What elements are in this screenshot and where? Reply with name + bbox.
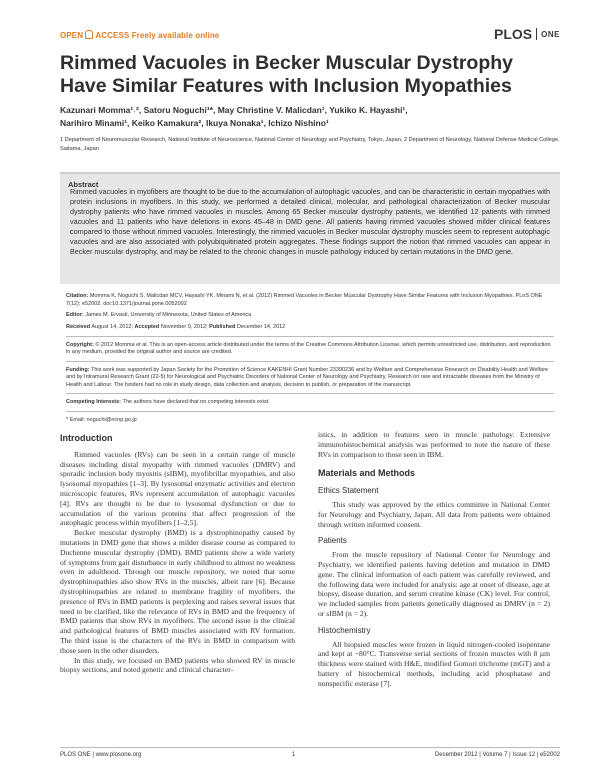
methods-heading: Materials and Methods <box>318 468 416 479</box>
left-column <box>60 430 295 675</box>
divider <box>66 336 554 337</box>
page-header <box>60 28 560 48</box>
competing-interests <box>66 399 554 407</box>
received-date: August 14, 2012; <box>91 323 133 330</box>
published-label: Published <box>209 323 236 330</box>
intro-paragraph-1: Rimmed vacuoles (RVs) can be seen in a certain range of muscle diseases including distal myopathy with rimmed vacuoles (DMRV) and sporadic inclusion body myositis (sIBM), myofibrillar myopathies, and also lysosomal myopathies [1–3]. By lysosomal enzymatic activities and electron microscopic features, RVs represent accumulation of autophagic vacuoles [4]. RVs are thought to be due to lysosomal dysfunction or due to accumulation of the various proteins that affect progression of the autophagic process within myofibers [1–2,5]. <box>60 449 295 528</box>
intro-paragraph-3: In this study, we focused on BMD patients who showed RV in muscle biopsy sections, and noted genetic and clinical character- <box>60 655 295 675</box>
intro-continuation: istics, in addition to features seen in muscle pathology. Extensive immunohistochemical analysis was performed to note the nature of these RVs in comparison to those seen in IBM. <box>318 430 550 459</box>
author-line-2: Narihiro Minami¹, Keiko Kamakura², Ikuya Nonaka¹, Ichizo Nishino¹ <box>60 118 329 128</box>
author-list <box>60 104 560 130</box>
editor-label: Editor: <box>66 312 84 319</box>
freely-available-label: Freely available online <box>131 31 220 40</box>
patients-text: From the muscle repository of National Center for Neurology and Psychiatry, we identified patients having deletion and mutation in DMD gene. The clinical information of each patient was carefully reviewed, and the following data were included for analysis: age at onset of disease, age at biopsy, disease duration, and serum creatine kinase (CK) level. For control, we included samples from patients genetically diagnosed as DMRV (n = 2) or sIBM (n = 2). <box>318 550 550 618</box>
competing-label: Competing Interests: <box>66 399 122 406</box>
copyright-text: © 2012 Momma et al. This is an open-access article distributed under the terms of the Creative Commons Attribution License, which permits unrestricted use, distribution, and reproduction in any medium, provided the original author and source are credited. <box>66 341 551 356</box>
copyright-label: Copyright: <box>66 341 94 348</box>
email: * Email: noguchi@ncnp.go.jp <box>66 417 137 424</box>
open-label: OPEN <box>60 31 84 40</box>
footer-journal: PLOS ONE | www.plosone.org <box>60 752 142 758</box>
abstract-text: Rimmed vacuoles in myofibers are thought to be due to the accumulation of autophagic vacuoles, and can be characteristic in certain myopathies with protein inclusions in myofibers. In this study, we performed a detailed clinical, molecular, and pathological characterization of Becker muscular dystrophy patients who have rimmed vacuoles in muscles. Among 65 Becker muscular dystrophy patients, we identified 12 patients with rimmed vacuoles and 11 patients who have deletions in exons 45–48 in DMD gene. All patients having rimmed vacuoles showed milder clinical features compared to those without rimmed vacuoles. Interestingly, the rimmed vacuoles in Becker muscular dystrophy muscles seem to represent autophagic vacuoles and are also associated with polyubiquitinated protein aggregates. These findings support the notion that rimmed vacuoles can appear in Becker muscular dystrophy, and may be related to the chronic changes in muscle pathology induced by certain mutations in the DMD gene. <box>70 187 550 256</box>
funding-label: Funding: <box>66 366 90 373</box>
intro-paragraph-2: Becker muscular dystrophy (BMD) is a dystrophinopathy caused by mutations in DMD gene that shows a milder disease course as compared to Duchenne muscular dystrophy (DMD). BMD patients show a wide variety of symptoms from gait disturbance in early childhood to almost no weakness even in adulthood. Through our muscle repository, we noted that some dystrophinopathies also show RVs in the muscles, albeit rare [6]. Because dystrophinopathies are related to membrane fragility of myofibers, the presence of RVs in BMD patients is perplexing and raises several issues that need to be clarified, like the relevance of RVs in BMD and the frequency of BMD patients that show RVs in myofibers. The second issue is the clinical and pathological features of BMD muscles associated with RV formation. The third issue is the characters of the RVs in BMD in comparison with those seen in the other disorders. <box>60 528 295 655</box>
open-access-banner <box>60 30 219 40</box>
histochemistry-heading: Histochemistry <box>318 625 371 635</box>
divider <box>66 393 554 394</box>
abstract-box <box>60 172 560 284</box>
patients-heading: Patients <box>318 536 347 546</box>
plos-one-logo <box>494 26 560 42</box>
right-column <box>318 430 550 689</box>
copyright <box>66 342 554 357</box>
divider <box>66 411 554 412</box>
published-date: December 14, 2012 <box>236 323 286 330</box>
footer-issue: December 2012 | Volume 7 | Issue 12 | e52002 <box>434 752 560 758</box>
logo-one-text: ONE <box>541 29 560 39</box>
divider <box>66 361 554 362</box>
intro-heading: Introduction <box>60 433 113 443</box>
accepted-label: Accepted <box>134 323 160 330</box>
citation-text: Momma K, Noguchi S, Malicdan MCV, Hayashi YK, Minami N, et al. (2012) Rimmed Vacuoles in Becker Muscular Dystrophy Have Similar Features with Inclusion Myopathies. PLoS ONE 7(12): e52002. doi:10.1371/journal.pone.0052002 <box>66 293 543 307</box>
citation-label: Citation: <box>66 293 89 299</box>
logo-plos-text: PLOS <box>494 26 533 42</box>
page-number: 1 <box>292 752 296 758</box>
ethics-heading: Ethics Statement <box>318 486 379 496</box>
ethics-text: This study was approved by the ethics committee in National Center for Neurology and Psychiatry, Japan. All data from patients were obtained through written informed consent. <box>318 499 550 529</box>
editor <box>66 312 554 320</box>
histochemistry-text: All biopsied muscles were frozen in liquid nitrogen-cooled isopentane and kept at −80°C. Transverse serial sections of frozen muscles with 8 µm thickness were stained with H&E, modified Gomori trichrome (mGT) and a battery of histochemical methods, including acid phosphatase and nonspecific esterase [7]. <box>318 639 550 688</box>
footer-divider <box>60 747 560 748</box>
funding-text: This work was supported by Japan Society for the Promotion of Science KAKENHI Grant Number 23390236 and by Welfare and Comprehensive Research on Disability Health and Welfare and by Intramural Research Grant (22-5) for Neurological and Psychiatric Disorders of National Center of Neurology and Psychiatry, Research on rare and intractable diseases from the Ministry of Health and Labour. The funders had no role in study design, data collection and analysis, decision to publish, or preparation of the manuscript. <box>66 366 549 388</box>
editor-text: James M. Ervasti, University of Minnesota, United States of America <box>85 312 252 319</box>
funding <box>66 367 554 390</box>
dates <box>66 324 554 332</box>
competing-text: The authors have declared that no competing interests exist. <box>122 399 270 406</box>
citation <box>66 293 554 308</box>
page-footer <box>60 752 560 762</box>
accepted-date: November 9, 2012; <box>160 323 208 330</box>
logo-divider <box>536 28 537 40</box>
affiliations: 1 Department of Neuromuscular Research, National Institute of Neuroscience, National Center of Neurology and Psychiatry, Tokyo, Japan, 2 Department of Neurology, National Defense Medical College, Saitama, Japan <box>60 137 560 152</box>
abstract-label: Abstract <box>68 180 99 189</box>
article-metadata <box>66 293 554 429</box>
received-label: Received <box>66 323 91 330</box>
article-title: Rimmed Vacuoles in Becker Muscular Dystrophy Have Similar Features with Inclusion Myopathies <box>60 52 513 97</box>
author-line-1: Kazunari Momma¹˒², Satoru Noguchi¹*, May Christine V. Malicdan¹, Yukiko K. Hayashi¹, <box>60 105 408 115</box>
access-label: ACCESS <box>95 31 130 40</box>
open-access-lock-icon <box>85 30 93 39</box>
